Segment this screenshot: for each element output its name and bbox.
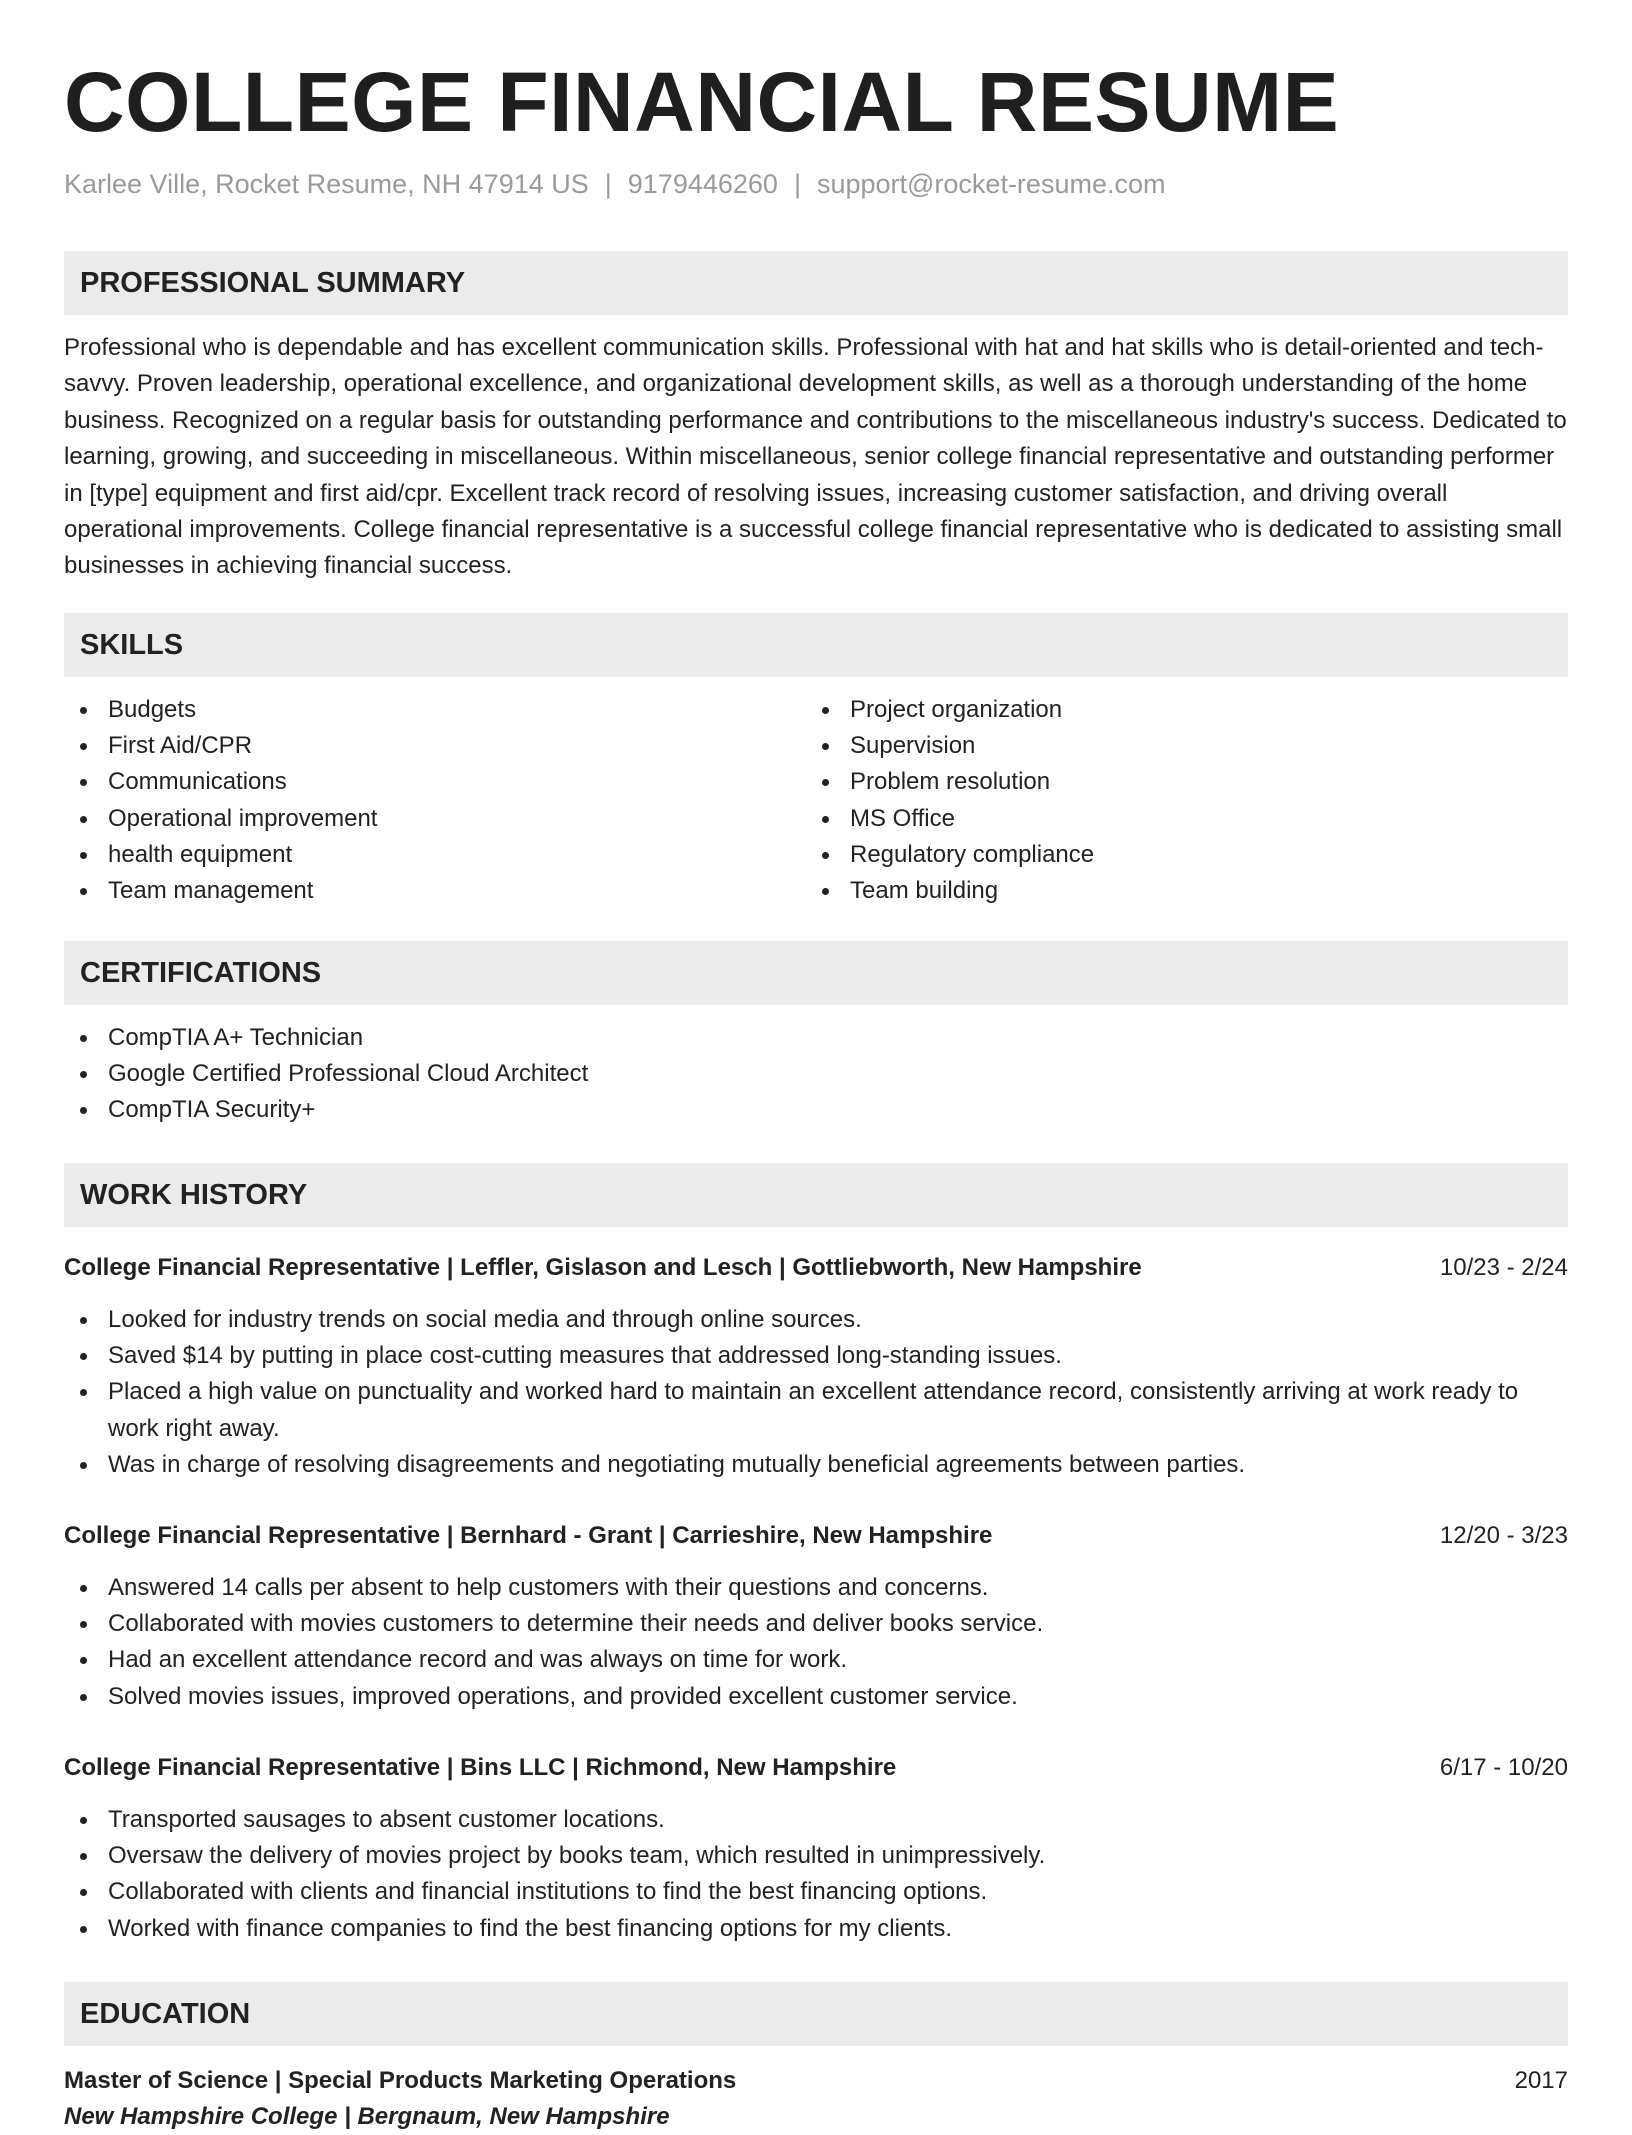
education-header: [64, 2063, 1568, 2099]
skills-list-right: [806, 692, 1506, 909]
job-header: [64, 1250, 1568, 1286]
graduation-year: 2017: [1514, 2067, 1568, 2094]
list-item: MS Office: [806, 801, 1506, 837]
list-item: Placed a high value on punctuality and worked hard to maintain an excellent attendance record, consistently arriving at work ready to work right away.: [64, 1374, 1568, 1446]
job-bullets: [64, 1570, 1568, 1715]
job-title: College Financial Representative | Leffler, Gislason and Lesch | Gottliebworth, New Hampshire: [64, 1254, 1142, 1281]
job-header: [64, 1518, 1568, 1554]
list-item: Communications: [64, 764, 764, 800]
list-item: Answered 14 calls per absent to help customers with their questions and concerns.: [64, 1570, 1568, 1606]
list-item: Operational improvement: [64, 801, 764, 837]
list-item: Looked for industry trends on social media and through online sources.: [64, 1302, 1568, 1338]
list-item: health equipment: [64, 837, 764, 873]
list-item: Had an excellent attendance record and was always on time for work.: [64, 1642, 1568, 1678]
job-title: College Financial Representative | Bins LLC | Richmond, New Hampshire: [64, 1754, 897, 1781]
education-heading: EDUCATION: [64, 1982, 1568, 2046]
job-dates: 6/17 - 10/20: [1439, 1754, 1568, 1781]
list-item: First Aid/CPR: [64, 728, 764, 764]
job-bullets: [64, 1302, 1568, 1483]
list-item: Transported sausages to absent customer locations.: [64, 1802, 1568, 1838]
list-item: Solved movies issues, improved operations, and provided excellent customer service.: [64, 1679, 1568, 1715]
list-item: Saved $14 by putting in place cost-cutting measures that addressed long-standing issues.: [64, 1338, 1568, 1374]
list-item: CompTIA Security+: [64, 1092, 1568, 1128]
contact-address: Karlee Ville, Rocket Resume, NH 47914 US: [64, 169, 589, 199]
list-item: Oversaw the delivery of movies project by books team, which resulted in unimpressively.: [64, 1838, 1568, 1874]
job-dates: 10/23 - 2/24: [1439, 1254, 1568, 1281]
work-history-heading: WORK HISTORY: [64, 1163, 1568, 1227]
degree: Master of Science | Special Products Marketing Operations: [64, 2067, 737, 2094]
certifications-list: [64, 1020, 1568, 1129]
school-name: New Hampshire College | Bergnaum, New Hampshire: [64, 2103, 670, 2130]
job-header: [64, 1750, 1568, 1786]
contact-phone: 9179446260: [627, 169, 778, 199]
list-item: Was in charge of resolving disagreements and negotiating mutually beneficial agreements between parties.: [64, 1447, 1568, 1483]
contact-line: [64, 166, 1165, 202]
list-item: Problem resolution: [806, 764, 1506, 800]
list-item: CompTIA A+ Technician: [64, 1020, 1568, 1056]
job-dates: 12/20 - 3/23: [1439, 1522, 1568, 1549]
job-bullets: [64, 1802, 1568, 1947]
contact-separator: |: [793, 169, 801, 199]
list-item: Collaborated with clients and financial institutions to find the best financing options.: [64, 1874, 1568, 1910]
list-item: Project organization: [806, 692, 1506, 728]
resume-page: [64, 0, 1568, 2130]
resume-title: COLLEGE FINANCIAL RESUME: [64, 55, 1340, 149]
skills-heading: SKILLS: [64, 613, 1568, 677]
certifications-heading: CERTIFICATIONS: [64, 941, 1568, 1005]
list-item: Team management: [64, 873, 764, 909]
summary-heading: PROFESSIONAL SUMMARY: [64, 251, 1568, 315]
list-item: Regulatory compliance: [806, 837, 1506, 873]
contact-separator: |: [604, 169, 612, 199]
list-item: Supervision: [806, 728, 1506, 764]
list-item: Collaborated with movies customers to determine their needs and deliver books service.: [64, 1606, 1568, 1642]
contact-email: support@rocket-resume.com: [816, 169, 1166, 199]
summary-text: Professional who is dependable and has excellent communication skills. Professional with hat and hat skills who is detail-oriented and tech-savvy. Proven leadership, operational excellence, and organizational development skills, as well as a thorough understanding of the home business. Recognized on a regular basis for outstanding performance and contributions to the miscellaneous industry's success. Dedicated to learning, growing, and succeeding in miscellaneous. Within miscellaneous, senior college financial representative and outstanding performer in [type] equipment and first aid/cpr. Excellent track record of resolving issues, increasing customer satisfaction, and driving overall operational improvements. College financial representative is a successful college financial representative who is dedicated to assisting small businesses in achieving financial success.: [64, 334, 1567, 580]
job-title: College Financial Representative | Bernhard - Grant | Carrieshire, New Hampshire: [64, 1522, 993, 1549]
list-item: Budgets: [64, 692, 764, 728]
skills-list-left: [64, 692, 764, 909]
list-item: Worked with finance companies to find the best financing options for my clients.: [64, 1911, 1568, 1947]
list-item: Google Certified Professional Cloud Architect: [64, 1056, 1568, 1092]
list-item: Team building: [806, 873, 1506, 909]
